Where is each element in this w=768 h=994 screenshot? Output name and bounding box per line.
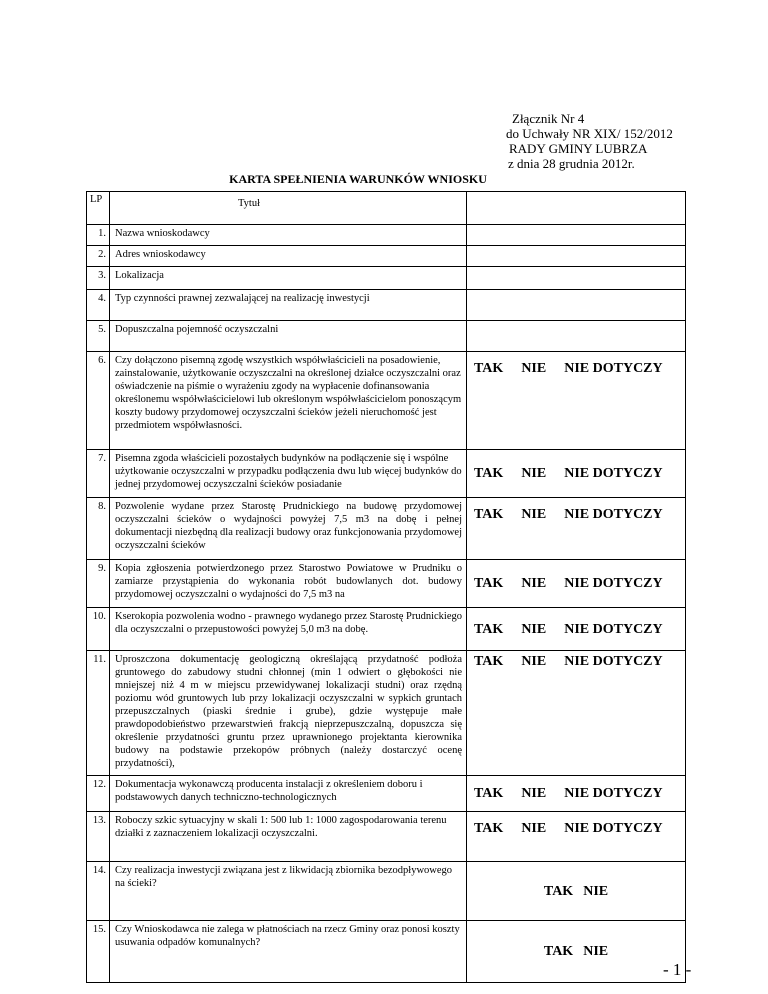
answer-cell[interactable] [467,498,686,560]
answer-cell[interactable] [467,651,686,776]
option-nie-dotyczy[interactable]: NIE DOTYCZY [564,786,663,801]
option-nie[interactable]: NIE [521,507,547,522]
option-nie[interactable]: NIE [521,821,547,836]
option-nie[interactable]: NIE [521,786,547,801]
option-tak[interactable]: TAK [474,654,504,669]
row-text: Czy dołączono pisemną zgodę wszystkich współwłaścicieli na posadowienie, zainstalowanie, użytkowanie oczyszczalni na określonej działce oczyszczalni oraz oświadczenie na piśmie o wyrażeniu zgody na wypłacenie dofinansowania określonemu współwłaścicielowi lub określonym współwłaścicielom ponoszącym koszty budowy przydomowej oczyszczalni ścieków jeżeli nieruchomość jest przedmiotem współwłasności. [110,352,467,450]
resolution-reference: do Uchwały NR XIX/ 152/2012 [506,126,673,141]
row-text: Dokumentacja wykonawczą producenta instalacji z określeniem doboru i podstawowych danych techniczno-technologicznych [110,776,467,812]
table-row [87,450,686,498]
answer-options [474,577,685,590]
row-number: 10. [87,608,110,651]
table-row [87,498,686,560]
row-text: Nazwa wnioskodawcy [110,225,467,246]
column-header-title: Tytuł [110,192,467,225]
row-text: Dopuszczalna pojemność oczyszczalni [110,321,467,352]
option-nie[interactable]: NIE [583,944,609,959]
row-text: Kserokopia pozwolenia wodno - prawnego wydanego przez Starostę Prudnickiego dla oczyszczalni o przepustowości powyżej 5,0 m3 na dobę. [110,608,467,651]
answer-options [474,467,685,480]
table-row [87,921,686,983]
answer-cell[interactable] [467,290,686,321]
row-number: 1. [87,225,110,246]
row-number: 15. [87,921,110,983]
row-text: Pisemna zgoda właścicieli pozostałych budynków na podłączenie się i wspólne użytkowanie oczyszczalni w przypadku podłączenia dwu lub więcej budynków do jednej przydomowej oczyszczalni ścieków posiadanie [110,450,467,498]
answer-cell[interactable] [467,450,686,498]
row-number: 7. [87,450,110,498]
row-number: 3. [87,267,110,290]
option-nie[interactable]: NIE [521,576,547,591]
option-tak[interactable]: TAK [474,466,504,481]
option-tak[interactable]: TAK [474,786,504,801]
row-text: Adres wnioskodawcy [110,246,467,267]
row-number: 4. [87,290,110,321]
option-tak[interactable]: TAK [474,621,504,637]
option-nie[interactable]: NIE [521,466,547,481]
option-tak[interactable]: TAK [474,507,504,522]
option-nie-dotyczy[interactable]: NIE DOTYCZY [564,621,663,637]
row-number: 9. [87,560,110,608]
column-header-lp: LP [87,192,110,225]
answer-cell [467,192,686,225]
option-nie-dotyczy[interactable]: NIE DOTYCZY [564,654,663,669]
table-row [87,290,686,321]
answer-cell[interactable] [467,776,686,812]
table-row [87,560,686,608]
table-row [87,267,686,290]
table-row [87,812,686,862]
row-text: Uproszczona dokumentację geologiczną określającą przydatność podłoża gruntowego do zabudowy studni chłonnej (min 1 odwiert o głębokości nie mniejszej niż 4 m w miejscu przewidywanej lokalizacji studni) oraz rzędną poziomu wód gruntowych lub przy lokalizacji oczyszczalni w sypkich gruntach przepuszczalnych (piaski średnie i grube), gdzie występuje małe prawdopodobieństwo przewarstwień frakcją nieprzepuszczalną, dopuszcza się określenie przydatności gruntu przez uprawnionego projektanta kierownika budowy na podstawie przekopów próbnych (należy dostarczyć ocenę przydatności), [110,651,467,776]
answer-options [474,787,685,800]
row-number: 14. [87,862,110,921]
table-row [87,651,686,776]
row-text: Lokalizacja [110,267,467,290]
answer-options [467,885,685,898]
row-text: Pozwolenie wydane przez Starostę Prudnickiego na budowę przydomowej oczyszczalni ścieków o wydajności powyżej 7,5 m3 na dobę i pełnej dokumentacji niezbędną dla realizacji budowy oraz funkcjonowania przydomowej oczyszczalni ścieków [110,498,467,560]
answer-cell[interactable] [467,812,686,862]
row-number: 5. [87,321,110,352]
answer-options [474,655,685,668]
table-row [87,862,686,921]
option-nie[interactable]: NIE [583,883,609,899]
row-number: 11. [87,651,110,776]
table-row [87,352,686,450]
table-row [87,246,686,267]
attachment-number: Złącznik Nr 4 [512,111,585,126]
answer-cell[interactable] [467,352,686,450]
answer-cell[interactable] [467,225,686,246]
council-name: RADY GMINY LUBRZA [509,141,648,156]
answer-cell[interactable] [467,921,686,983]
resolution-date: z dnia 28 grudnia 2012r. [508,156,635,171]
answer-options [467,945,685,958]
table-row [87,321,686,352]
row-text: Roboczy szkic sytuacyjny w skali 1: 500 lub 1: 1000 zagospodarowania terenu działki z zaznaczeniem lokalizacji oczyszczalni. [110,812,467,862]
answer-cell[interactable] [467,560,686,608]
table-row [87,776,686,812]
answer-options [474,362,685,375]
table-row [87,225,686,246]
option-nie-dotyczy[interactable]: NIE DOTYCZY [564,576,663,591]
answer-cell[interactable] [467,267,686,290]
option-nie[interactable]: NIE [521,621,547,637]
option-nie-dotyczy[interactable]: NIE DOTYCZY [564,466,663,481]
row-text: Czy realizacja inwestycji związana jest z likwidacją zbiornika bezodpływowego na ścieki? [110,862,467,921]
row-number: 8. [87,498,110,560]
row-number: 12. [87,776,110,812]
row-text: Czy Wnioskodawca nie zalega w płatnościach na rzecz Gminy oraz ponosi koszty usuwania odpadów komunalnych? [110,921,467,983]
answer-cell[interactable] [467,608,686,651]
answer-cell[interactable] [467,246,686,267]
answer-options [474,822,685,835]
row-text: Kopia zgłoszenia potwierdzonego przez Starostwo Powiatowe w Prudniku o zamiarze przystąpienia do wykonania robót budowlanych dot. budowy przydomowej oczyszczalni o wydajności do 7,5 m3 na [110,560,467,608]
option-tak[interactable]: TAK [474,576,504,591]
option-tak[interactable]: TAK [474,361,504,376]
option-tak[interactable]: TAK [474,821,504,836]
document-title: KARTA SPEŁNIENIA WARUNKÓW WNIOSKU [229,172,487,186]
row-number: 6. [87,352,110,450]
option-nie[interactable]: NIE [521,654,547,669]
option-nie-dotyczy[interactable]: NIE DOTYCZY [564,507,663,522]
answer-options [474,623,685,636]
option-nie-dotyczy[interactable]: NIE DOTYCZY [564,361,663,376]
option-nie-dotyczy[interactable]: NIE DOTYCZY [564,821,663,836]
row-text: Typ czynności prawnej zezwalającej na realizację inwestycji [110,290,467,321]
page-number: - 1 - [663,960,692,979]
answer-options [474,508,685,521]
row-number: 13. [87,812,110,862]
option-tak[interactable]: TAK [543,883,574,899]
answer-cell[interactable] [467,321,686,352]
row-number: 2. [87,246,110,267]
requirements-table [86,191,686,983]
option-tak[interactable]: TAK [543,944,574,959]
table-row [87,608,686,651]
answer-cell[interactable] [467,862,686,921]
table-header-row [87,192,686,225]
option-nie[interactable]: NIE [521,361,547,376]
